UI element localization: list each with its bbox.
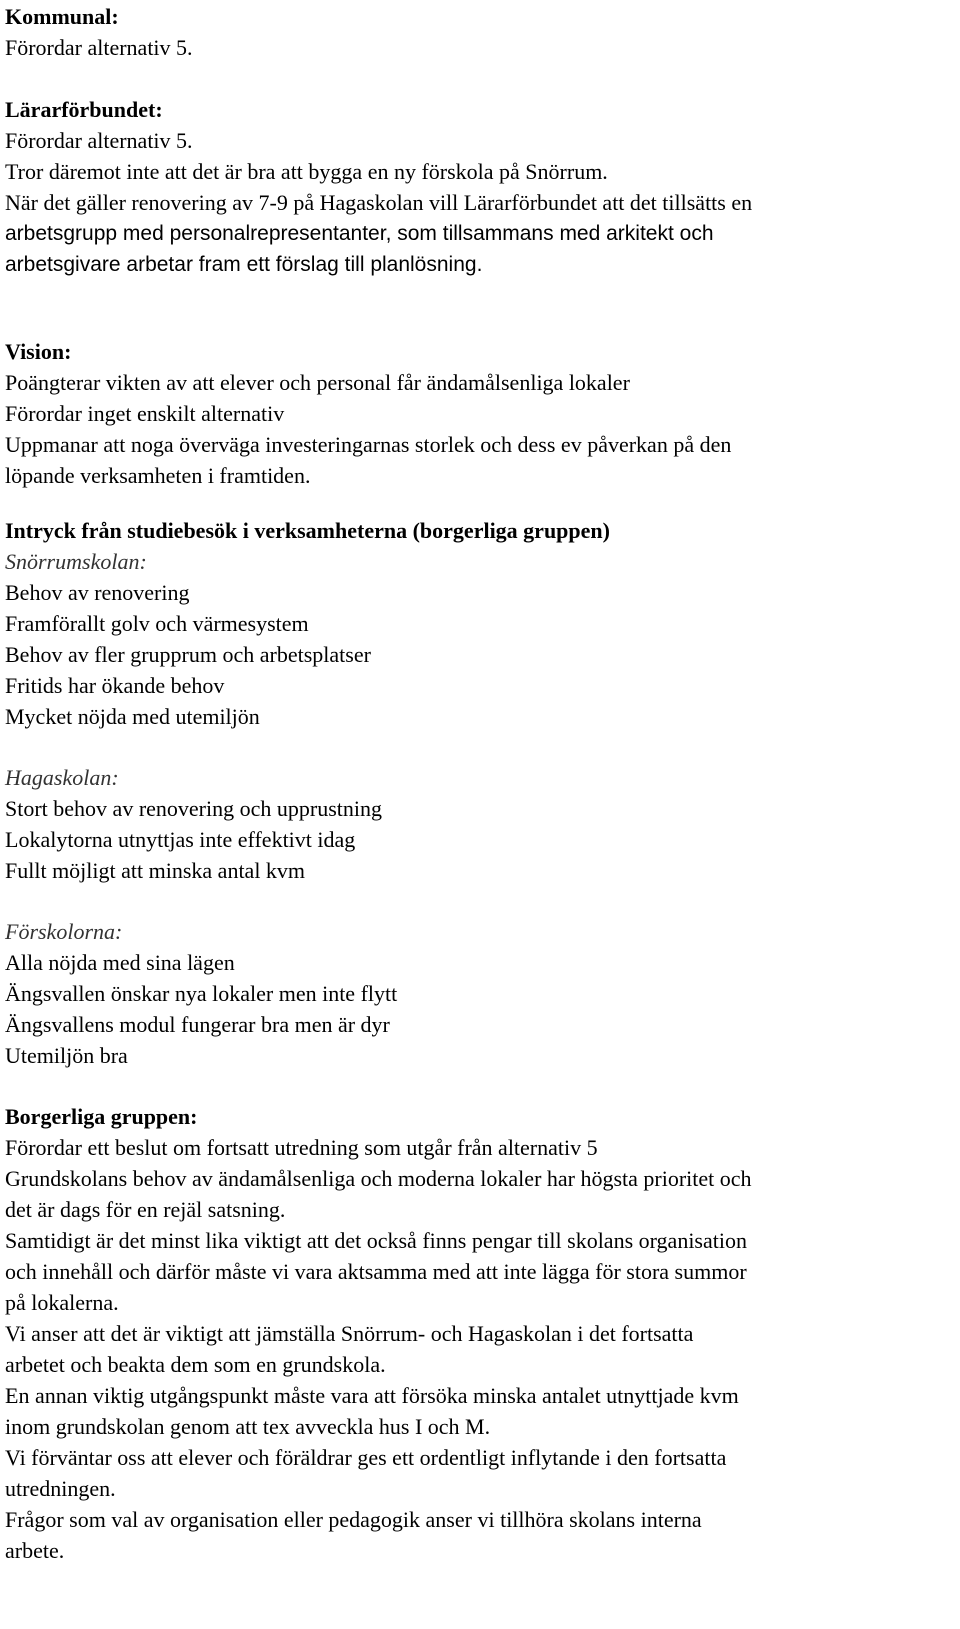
text-line: Framförallt golv och värmesystem [5, 611, 309, 636]
document-page [5, 1, 955, 1566]
text-line: Grundskolans behov av ändamålsenliga och moderna lokaler har högsta prioritet och [5, 1166, 752, 1191]
text-line: arbetet och beakta dem som en grundskola. [5, 1352, 386, 1377]
text-line: Vi anser att det är viktigt att jämställa Snörrum- och Hagaskolan i det fortsatta [5, 1321, 694, 1346]
text-line: Utemiljön bra [5, 1043, 128, 1068]
text-line: Behov av renovering [5, 580, 190, 605]
section-borgerliga [5, 1101, 955, 1566]
spacer [5, 886, 955, 916]
spacer [5, 280, 955, 336]
subheading-hagaskolan: Hagaskolan: [5, 765, 119, 790]
subheading-forskolorna: Förskolorna: [5, 919, 123, 944]
text-line: Förordar alternativ 5. [5, 35, 193, 60]
text-line: på lokalerna. [5, 1290, 119, 1315]
text-line: Uppmanar att noga överväga investeringarnas storlek och dess ev påverkan på den [5, 432, 732, 457]
text-line: Poängterar vikten av att elever och personal får ändamålsenliga lokaler [5, 370, 630, 395]
text-line: En annan viktig utgångspunkt måste vara att försöka minska antalet utnyttjade kvm [5, 1383, 739, 1408]
section-heading-lararforbundet: Lärarförbundet: [5, 97, 163, 122]
spacer [5, 491, 955, 515]
text-line: Ängsvallens modul fungerar bra men är dyr [5, 1012, 390, 1037]
section-lararforbundet [5, 94, 955, 280]
text-line: Vi förväntar oss att elever och föräldrar ges ett ordentligt inflytande i den fortsatta [5, 1445, 727, 1470]
section-heading-vision: Vision: [5, 339, 72, 364]
section-heading-kommunal: Kommunal: [5, 4, 119, 29]
text-line: arbete. [5, 1538, 65, 1563]
subheading-snorrumskolan: Snörrumskolan: [5, 549, 147, 574]
text-line: Lokalytorna utnyttjas inte effektivt idag [5, 827, 356, 852]
text-line: Ängsvallen önskar nya lokaler men inte flytt [5, 981, 398, 1006]
text-line: Samtidigt är det minst lika viktigt att det också finns pengar till skolans organisation [5, 1228, 747, 1253]
text-line: Förordar inget enskilt alternativ [5, 401, 285, 426]
text-line: inom grundskolan genom att tex avveckla hus I och M. [5, 1414, 491, 1439]
text-line: arbetsgivare arbetar fram ett förslag till planlösning. [5, 253, 483, 276]
text-line: arbetsgrupp med personalrepresentanter, som tillsammans med arkitekt och [5, 222, 714, 245]
text-line: löpande verksamheten i framtiden. [5, 463, 311, 488]
text-line: det är dags för en rejäl satsning. [5, 1197, 286, 1222]
text-line: Förordar ett beslut om fortsatt utredning som utgår från alternativ 5 [5, 1135, 598, 1160]
section-kommunal [5, 1, 955, 63]
text-line: Fullt möjligt att minska antal kvm [5, 858, 306, 883]
text-line: Förordar alternativ 5. [5, 128, 193, 153]
spacer [5, 732, 955, 762]
text-line: När det gäller renovering av 7-9 på Hagaskolan vill Lärarförbundet att det tillsätts en [5, 190, 753, 215]
text-line: och innehåll och därför måste vi vara aktsamma med att inte lägga för stora summor [5, 1259, 747, 1284]
spacer [5, 63, 955, 94]
spacer [5, 1071, 955, 1101]
text-line: Fritids har ökande behov [5, 673, 225, 698]
text-line: Behov av fler grupprum och arbetsplatser [5, 642, 371, 667]
section-heading-borgerliga: Borgerliga gruppen: [5, 1104, 198, 1129]
section-intryck [5, 515, 955, 1071]
text-line: Alla nöjda med sina lägen [5, 950, 235, 975]
text-line: Mycket nöjda med utemiljön [5, 704, 260, 729]
text-line: Tror däremot inte att det är bra att bygga en ny förskola på Snörrum. [5, 159, 608, 184]
section-vision [5, 336, 955, 491]
text-line: Stort behov av renovering och upprustning [5, 796, 382, 821]
section-heading-intryck: Intryck från studiebesök i verksamheterna (borgerliga gruppen) [5, 518, 610, 543]
text-line: Frågor som val av organisation eller pedagogik anser vi tillhöra skolans interna [5, 1507, 702, 1532]
text-line: utredningen. [5, 1476, 116, 1501]
